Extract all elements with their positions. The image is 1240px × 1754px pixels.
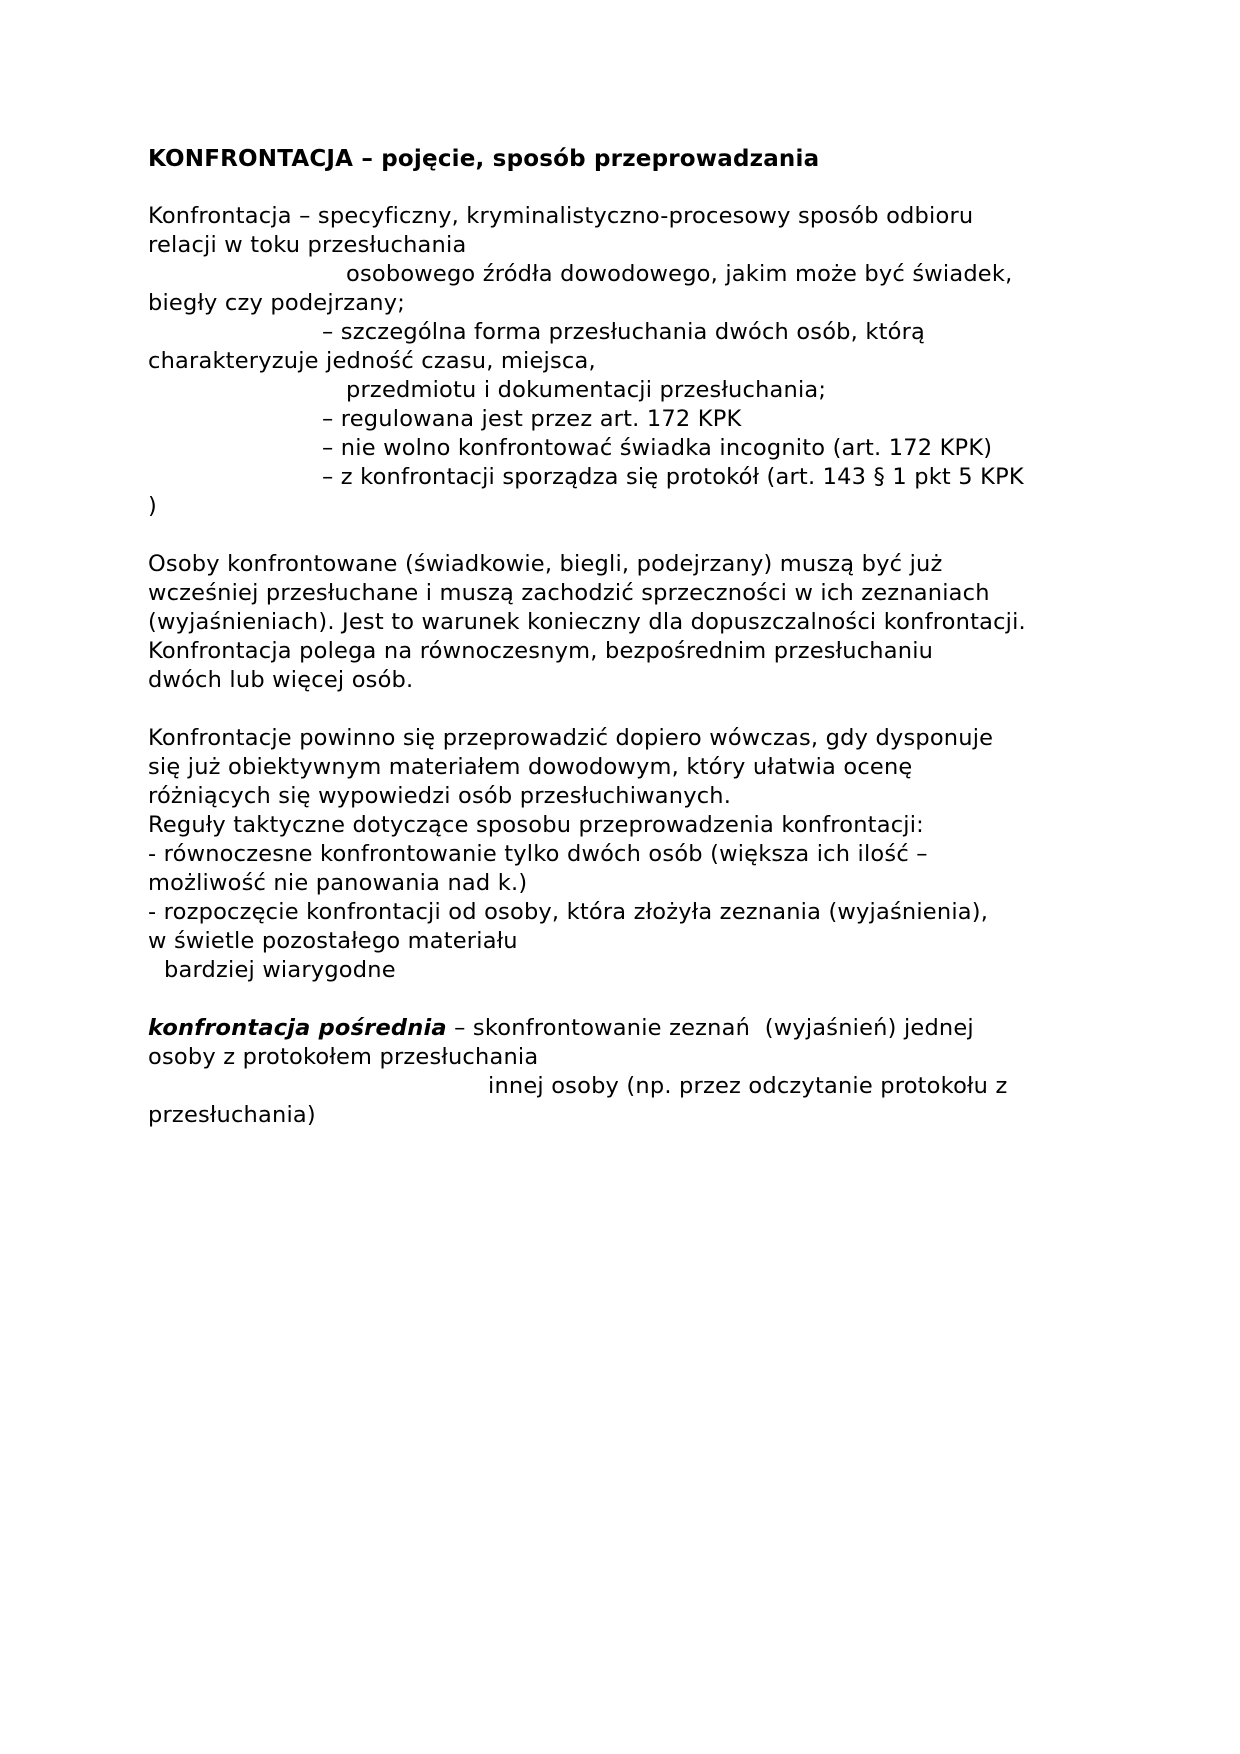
definition-line-2: relacji w toku przesłuchania [148, 232, 467, 258]
persons-line-2: wcześniej przesłuchane i muszą zachodzić sprzeczności w ich zeznaniach [148, 580, 990, 606]
rules-line-4: Reguły taktyczne dotyczące sposobu przeprowadzenia konfrontacji: [148, 812, 924, 838]
indirect-term: konfrontacja pośrednia [148, 1015, 447, 1041]
indirect-line-4: przesłuchania) [148, 1102, 316, 1128]
rules-paragraph [148, 724, 1108, 985]
definition-line-9: – nie wolno konfrontować świadka incognito (art. 172 KPK) [322, 435, 993, 461]
persons-line-4: Konfrontacja polega na równoczesnym, bezpośrednim przesłuchaniu [148, 638, 934, 664]
definition-section [148, 202, 1108, 521]
definition-line-3: osobowego źródła dowodowego, jakim może być świadek, [346, 261, 1013, 287]
indirect-definition-start: – skonfrontowanie zeznań (wyjaśnień) jednej [446, 1015, 974, 1041]
document-title: KONFRONTACJA – pojęcie, sposób przeprowadzania [148, 146, 820, 172]
definition-line-7: przedmiotu i dokumentacji przesłuchania; [346, 377, 827, 403]
definition-line-6: charakteryzuje jedność czasu, miejsca, [148, 348, 596, 374]
rules-line-9: bardziej wiarygodne [164, 957, 396, 983]
document-page [148, 145, 1108, 1130]
persons-line-1: Osoby konfrontowane (świadkowie, biegli, podejrzany) muszą być już [148, 551, 943, 577]
definition-line-5: – szczególna forma przesłuchania dwóch osób, którą [322, 319, 926, 345]
rules-line-6: możliwość nie panowania nad k.) [148, 870, 528, 896]
indirect-line-3: innej osoby (np. przez odczytanie protokołu z [488, 1073, 1008, 1099]
rules-line-5: - równoczesne konfrontowanie tylko dwóch osób (większa ich ilość – [148, 841, 928, 867]
indirect-paragraph [148, 1014, 1108, 1130]
paragraph-gap [148, 695, 1108, 724]
indirect-line-2: osoby z protokołem przesłuchania [148, 1044, 539, 1070]
rules-line-2: się już obiektywnym materiałem dowodowym, który ułatwia ocenę [148, 754, 913, 780]
persons-line-3: (wyjaśnieniach). Jest to warunek konieczny dla dopuszczalności konfrontacji. [148, 609, 1026, 635]
rules-line-3: różniących się wypowiedzi osób przesłuchiwanych. [148, 783, 732, 809]
persons-paragraph [148, 550, 1108, 695]
definition-line-4: biegły czy podejrzany; [148, 290, 405, 316]
paragraph-gap [148, 985, 1108, 1014]
indirect-line-1 [148, 1014, 1108, 1043]
persons-line-5: dwóch lub więcej osób. [148, 667, 414, 693]
definition-line-10: – z konfrontacji sporządza się protokół (art. 143 § 1 pkt 5 KPK [322, 464, 1024, 490]
rules-line-8: w świetle pozostałego materiału [148, 928, 518, 954]
rules-line-1: Konfrontacje powinno się przeprowadzić dopiero wówczas, gdy dysponuje [148, 725, 994, 751]
definition-line-8: – regulowana jest przez art. 172 KPK [322, 406, 742, 432]
definition-line-11: ) [148, 493, 157, 519]
rules-line-7: - rozpoczęcie konfrontacji od osoby, która złożyła zeznania (wyjaśnienia), [148, 899, 989, 925]
paragraph-gap [148, 521, 1108, 550]
definition-line-1: Konfrontacja – specyficzny, kryminalistyczno-procesowy sposób odbioru [148, 203, 974, 229]
